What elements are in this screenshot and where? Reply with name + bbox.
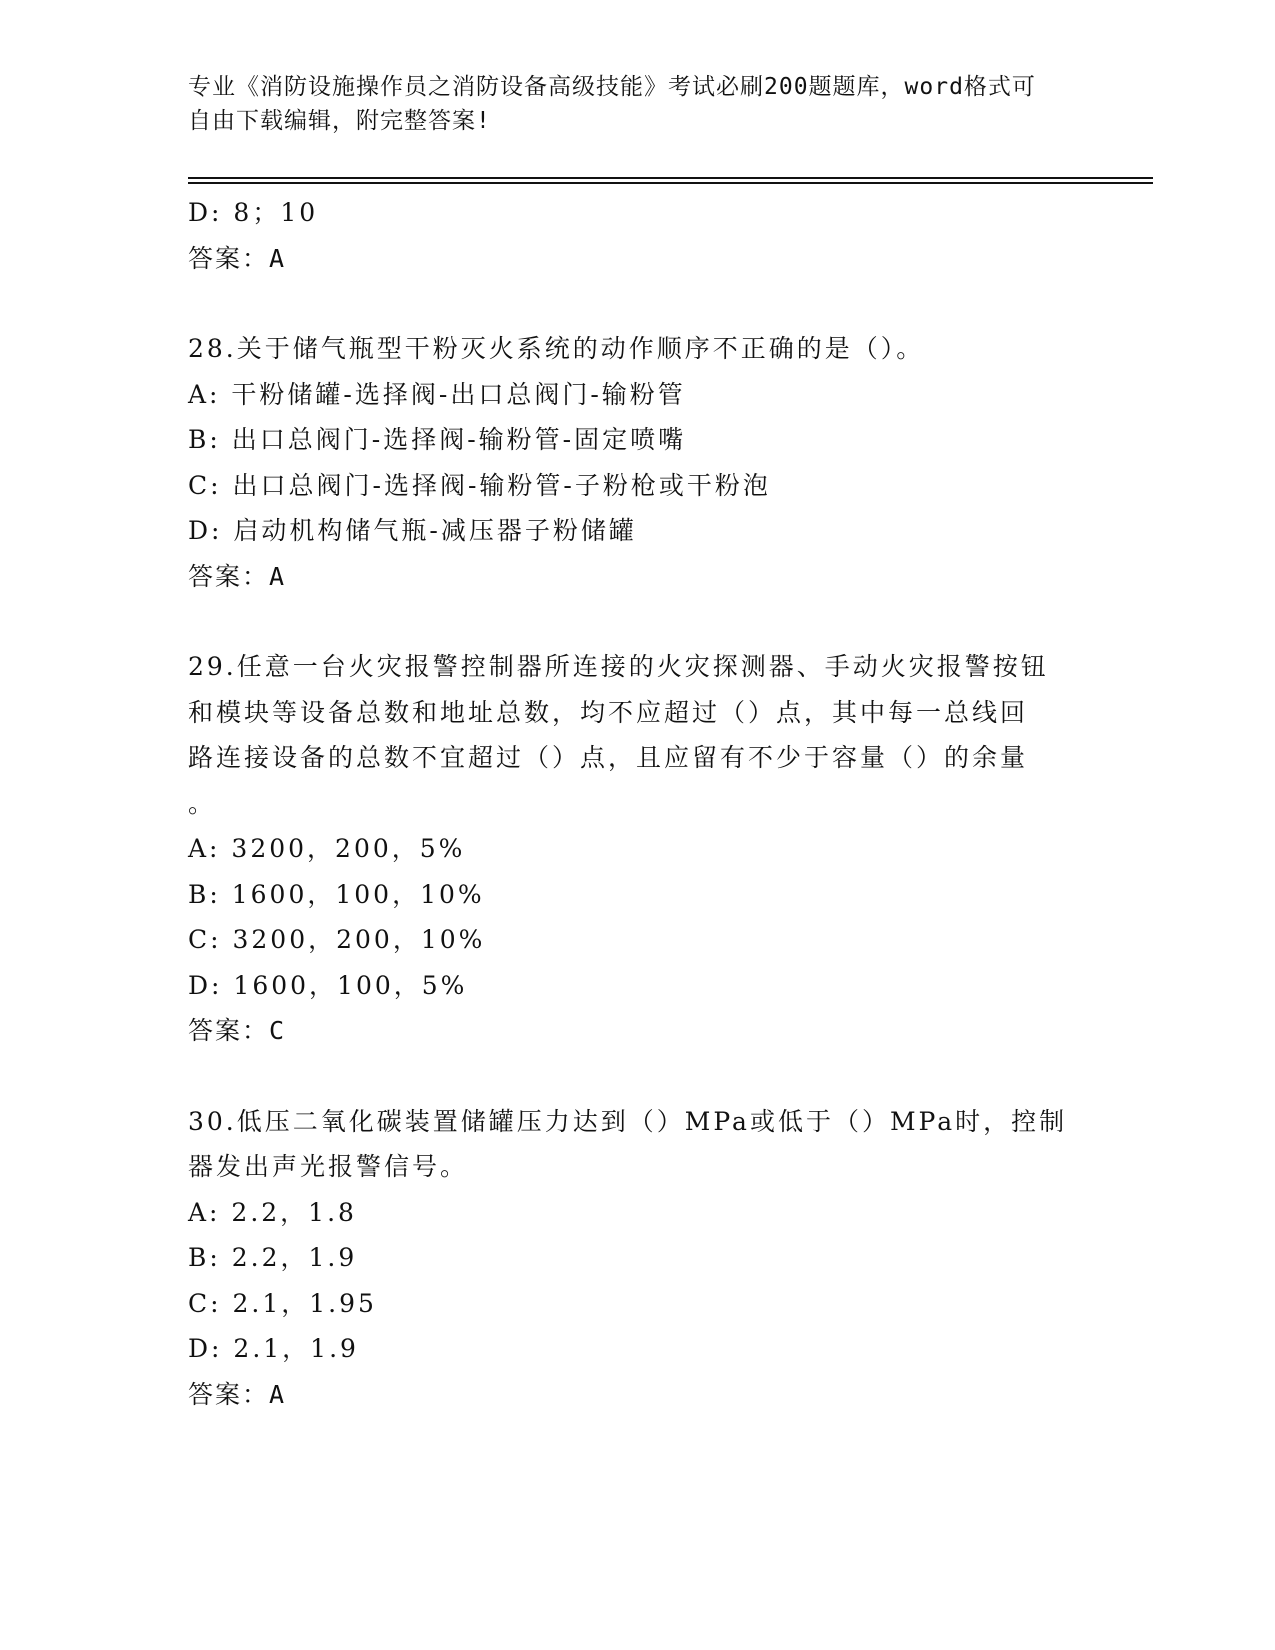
- option-a: A: 3200，200，5%: [188, 834, 466, 863]
- answer-line: 答案：C: [188, 1016, 287, 1045]
- question-stem: 28.关于储气瓶型干粉灭火系统的动作顺序不正确的是（）。: [188, 334, 925, 363]
- question-block: [188, 644, 1108, 1054]
- header-line-2: 自由下载编辑，附完整答案!: [188, 108, 491, 134]
- option-b: B: 2.2，1.9: [188, 1243, 358, 1272]
- header-divider-bottom: [188, 182, 1153, 184]
- question-list: [188, 190, 1108, 1417]
- question-stem-line-3: 路连接设备的总数不宜超过（）点，且应留有不少于容量（）的余量: [188, 743, 1029, 772]
- header-line-1: 专业《消防设施操作员之消防设备高级技能》考试必刷200题题库，word格式可: [188, 74, 1036, 100]
- option-c: C: 3200，200，10%: [188, 925, 486, 954]
- question-stem-line-1: 29.任意一台火灾报警控制器所连接的火灾探测器、手动火灾报警按钮: [188, 652, 1049, 681]
- answer-line: 答案：A: [188, 561, 287, 591]
- option-d: D: 8；10: [188, 198, 319, 227]
- question-stem-line-2: 器发出声光报警信号。: [188, 1152, 469, 1181]
- option-d: D: 1600，100，5%: [188, 970, 468, 1000]
- option-c: C: 出口总阀门-选择阀-输粉管-子粉枪或干粉泡: [188, 470, 771, 500]
- question-block: [188, 1099, 1108, 1418]
- option-c: C: 2.1，1.95: [188, 1288, 377, 1318]
- option-a: A: 干粉储罐-选择阀-出口总阀门-输粉管: [188, 379, 686, 409]
- option-d: D: 2.1，1.9: [188, 1334, 359, 1363]
- option-d: D: 启动机构储气瓶-减压器子粉储罐: [188, 516, 637, 545]
- question-stem-line-2: 和模块等设备总数和地址总数，均不应超过（）点，其中每一总线回: [188, 697, 1029, 727]
- question-stem-line-1: 30.低压二氧化碳装置储罐压力达到（）MPa或低于（）MPa时，控制: [188, 1106, 1068, 1136]
- header-divider-top: [188, 177, 1153, 179]
- question-stem-line-4: 。: [188, 788, 217, 818]
- option-b: B: 1600，100，10%: [188, 879, 485, 909]
- answer-line: 答案：A: [188, 1379, 287, 1409]
- document-header: [188, 70, 1068, 138]
- answer-line: 答案：A: [188, 243, 287, 273]
- option-a: A: 2.2，1.8: [188, 1197, 357, 1227]
- option-b: B: 出口总阀门-选择阀-输粉管-固定喷嘴: [188, 425, 687, 454]
- question-block: [188, 326, 1108, 599]
